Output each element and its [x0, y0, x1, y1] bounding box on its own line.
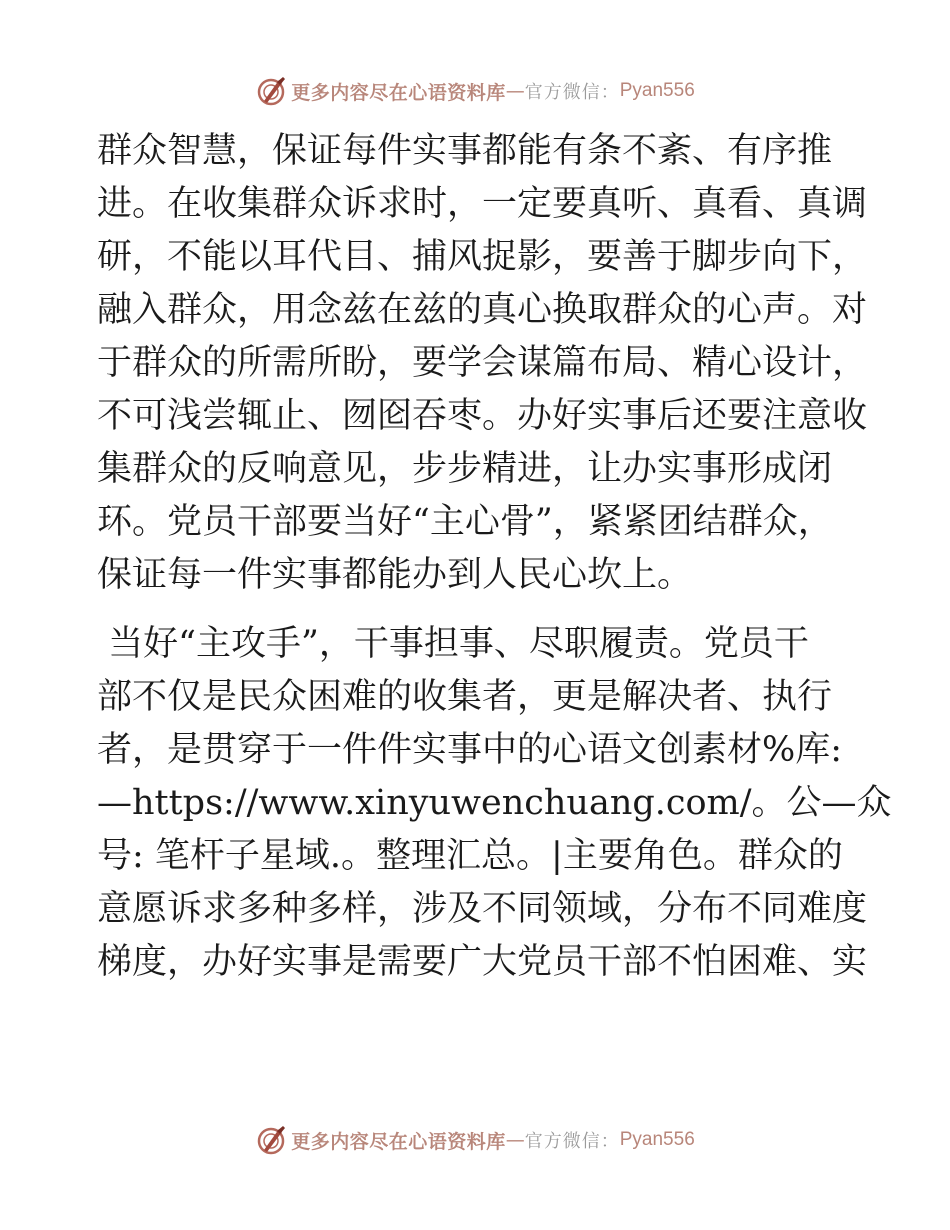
footer-dash: —	[505, 1129, 525, 1151]
footer-brand-text: 更多内容尽在心语资料库	[291, 1130, 506, 1153]
paragraph-spacer	[97, 602, 857, 618]
header-dash: —	[505, 80, 525, 102]
header-wechat-id: Pyan556	[619, 80, 695, 101]
body-text	[97, 125, 892, 989]
text-line: 部不仅是民众困难的收集者，更是解决者、执行	[97, 677, 833, 717]
header-wechat-label: 官方微信：	[524, 82, 620, 103]
text-line: 环。党员干部要当好“主心骨”，紧紧团结群众，	[97, 502, 833, 542]
footer-wechat-id: Pyan556	[619, 1129, 695, 1150]
text-line: 梯度，办好实事是需要广大党员干部不怕困难、实	[97, 942, 868, 982]
text-line: 于群众的所需所盼，要学会谋篇布局、精心设计，	[97, 343, 868, 383]
header-banner-content	[255, 75, 695, 107]
text-line: 集群众的反响意见，步步精进，让办实事形成闭	[97, 449, 833, 489]
footer-banner	[0, 1120, 950, 1160]
header-banner	[0, 71, 950, 111]
footer-wechat-label: 官方微信：	[524, 1131, 620, 1152]
text-line: 研，不能以耳代目、捕风捉影，要善于脚步向下，	[97, 237, 868, 277]
text-line: 进。在收集群众诉求时，一定要真听、真看、真调	[97, 184, 868, 224]
paragraph-1	[97, 125, 868, 602]
text-line: 号: 笔杆子星域.。整理汇总。|主要角色。群众的	[97, 836, 843, 876]
text-line: 意愿诉求多种多样，涉及不同领域，分布不同难度	[97, 889, 868, 929]
footer-banner-content	[255, 1124, 695, 1156]
text-line: 保证每一件实事都能办到人民心坎上。	[97, 555, 693, 595]
text-line: 不可浅尝辄止、囫囵吞枣。办好实事后还要注意收	[97, 396, 868, 436]
paragraph-2	[97, 618, 892, 989]
text-line: 当好“主攻手”，干事担事、尽职履责。党员干	[97, 624, 809, 664]
text-line: 者，是贯穿于一件件实事中的心语文创素材%库:	[97, 730, 843, 770]
text-line: 融入群众，用念兹在兹的真心换取群众的心声。对	[97, 290, 868, 330]
text-line: 群众智慧，保证每件实事都能有条不紊、有序推	[97, 131, 833, 171]
pen-logo-icon	[255, 1124, 287, 1156]
header-brand-text: 更多内容尽在心语资料库	[291, 81, 506, 104]
text-line: —https://www.xinyuwenchuang.com/。公—众	[97, 783, 892, 823]
pen-logo-icon	[255, 75, 287, 107]
